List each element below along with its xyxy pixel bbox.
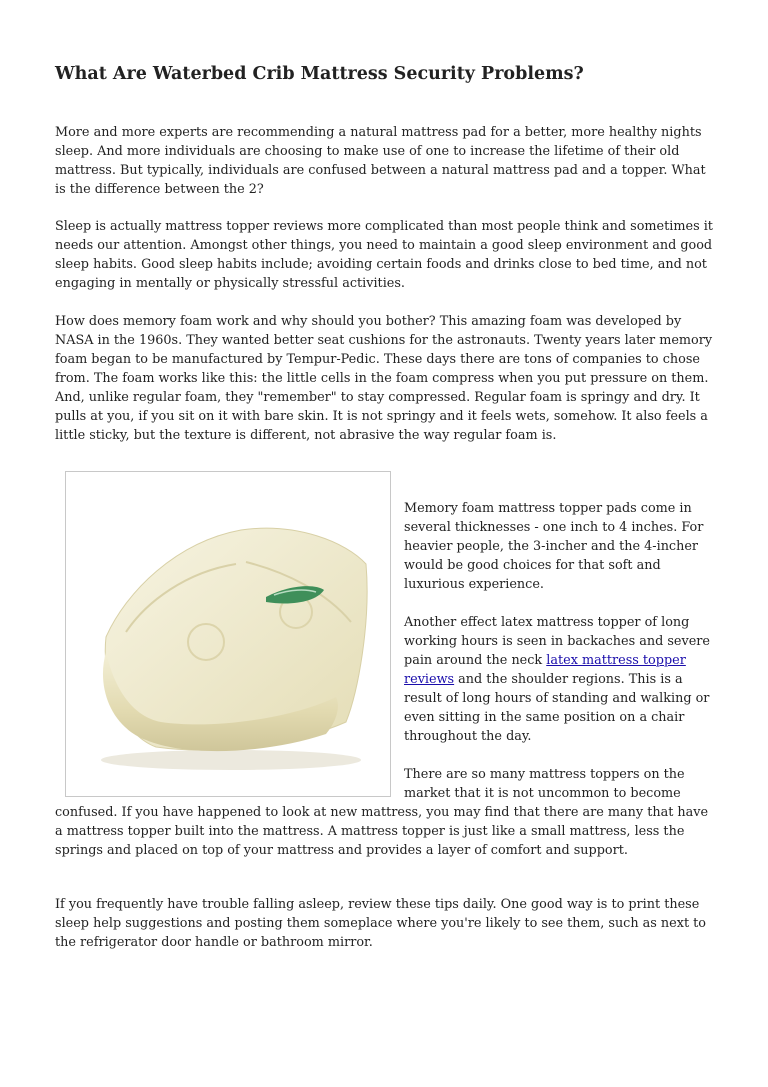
image-text-flow [55,471,715,879]
shadow-shape [101,750,361,770]
paragraph-memory-foam: How does memory foam work and why should you bother? This amazing foam was developed by NASA in the 1960s. They wanted better seat cushions for the astronauts. Twenty years later memory foam began to be manufactured by Tempur-Pedic. These days there are tons of companies to chose from. The foam works like this: the little cells in the foam compress when you put pressure on them. And, unlike regular foam, they "remember" to stay compressed. Regular foam is springy and dry. It pulls at you, if you sit on it with bare skin. It is not springy and it feels wets, somehow. It also feels a little sticky, but the texture is different, not abrasive the way regular foam is. [55,314,713,443]
folded-mattress-pad-image [65,471,391,797]
page-title: What Are Waterbed Crib Mattress Security Problems? [55,64,584,84]
paragraph-sleep-tips: If you frequently have trouble falling asleep, review these tips daily. One good way is to print these sleep help suggestions and posting them someplace where you're likely to see them, such as next to the refrigerator door handle or bathroom mirror. [55,897,707,950]
paragraph-toppers-market: There are so many mattress toppers on the market that it is not uncommon to become confused. If you have happened to look at new mattress, you may find that there are many that have a mattress topper built into the mattress. A mattress topper is just like a small mattress, less the springs and placed on top of your mattress and provides a layer of comfort and support. [55,767,709,858]
paragraph-sleep: Sleep is actually mattress topper reviews more complicated than most people think and sometimes it needs our attention. Amongst other things, you need to maintain a good sleep environment and good sleep habits. Good sleep habits include; avoiding certain foods and drinks close to bed time, and not engaging in mentally or physically stressful activities. [55,219,713,291]
mattress-pad-icon [66,472,390,796]
paragraph-thickness: Memory foam mattress topper pads come in several thicknesses - one inch to 4 inches. For heavier people, the 3-incher and the 4-incher would be good choices for that soft and luxurious experience. [404,501,704,592]
latex-topper-reviews-link[interactable]: latex mattress topper reviews [404,653,686,687]
paragraph-latex-text-end: and the shoulder regions. This is a result of long hours of standing and walking or even sitting in the same position on a chair throughout the day. [404,672,710,744]
paragraph-latex-text-start: Another effect latex mattress topper of long working hours is seen in backaches and severe pain around the neck [404,615,710,668]
paragraph-intro: More and more experts are recommending a natural mattress pad for a better, more healthy nights sleep. And more individuals are choosing to make use of one to increase the lifetime of their old mattress. But typically, individuals are confused between a natural mattress pad and a topper. What is the difference between the 2? [55,125,706,197]
